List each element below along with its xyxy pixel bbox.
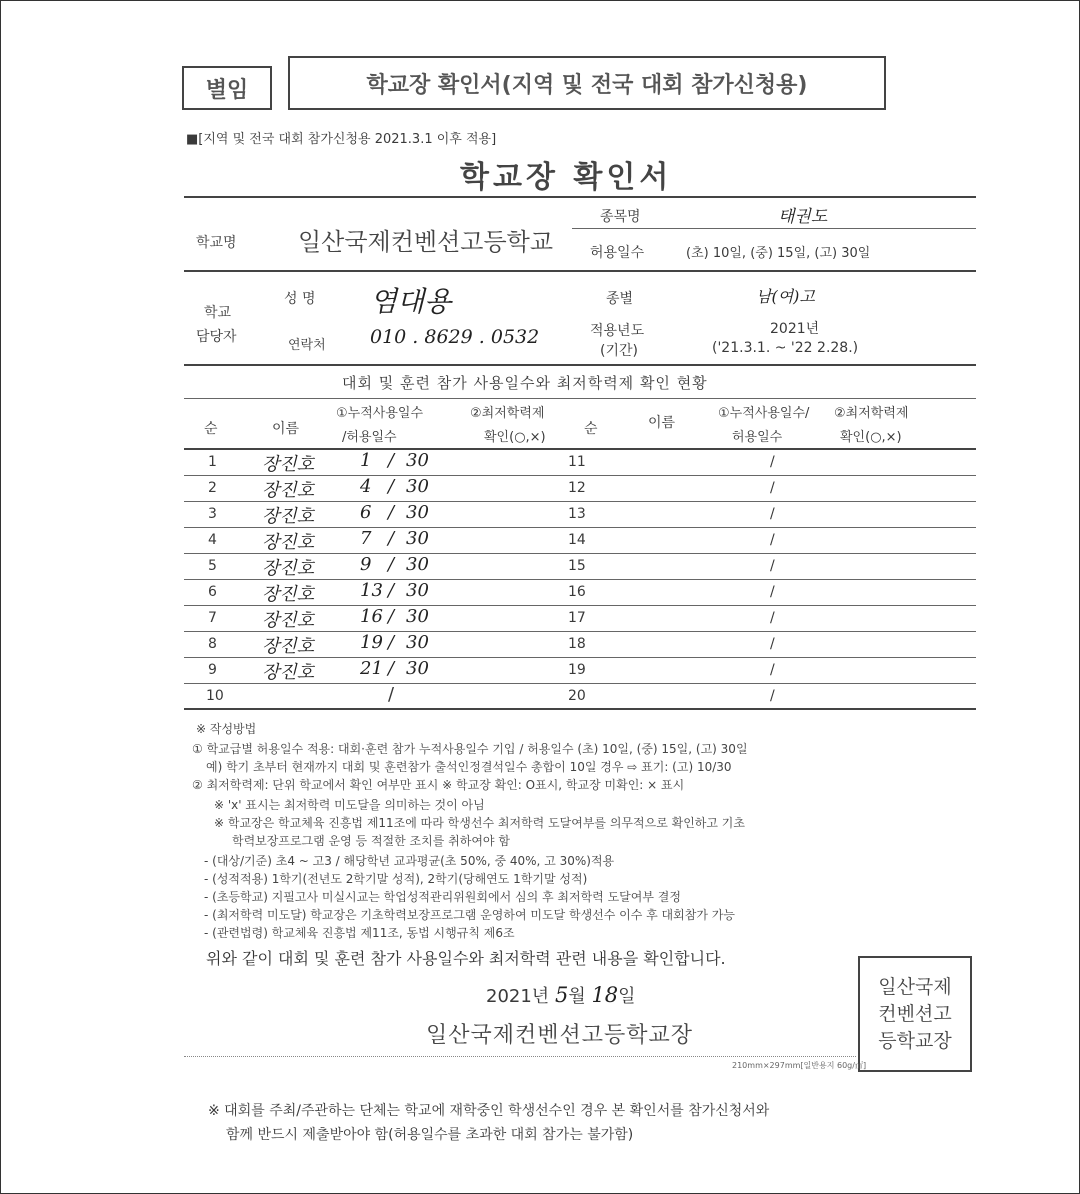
row-slash-right: / [770, 454, 775, 470]
note-line: - (성적적용) 1학기(전년도 2학기말 성적), 2학기(당해연도 1학기말 성적) [204, 872, 588, 886]
allowed-days-value: (초) 10일, (중) 15일, (고) 30일 [686, 246, 871, 261]
row-name: 장진호 [262, 584, 315, 605]
row-name: 장진호 [262, 662, 315, 683]
table-row [184, 632, 976, 658]
contact-label: 연락처 [288, 338, 326, 353]
row-no-right: 20 [568, 688, 586, 704]
row-used: 19 [360, 632, 383, 653]
row-no: 5 [208, 558, 217, 574]
manager-label-2: 담당자 [196, 329, 237, 345]
row-name: 장진호 [262, 506, 315, 527]
row-no: 6 [208, 584, 217, 600]
row-no-right: 12 [568, 480, 586, 496]
allowed-days-label: 허용일수 [590, 245, 645, 261]
row-allowed: 30 [406, 554, 429, 575]
col-used-right: ①누적사용일수/ [718, 406, 810, 421]
row-slash: / [388, 632, 395, 653]
row-allowed: 30 [406, 658, 429, 679]
document-title: 학교장 확인서 [460, 160, 673, 195]
footer-note-1: ※ 대회를 주최/주관하는 단체는 학교에 재학중인 학생선수인 경우 본 확인서를 참가신청서와 [208, 1103, 770, 1119]
manager-label-1: 학교 [204, 305, 232, 321]
note-line: 예) 학기 초부터 현재까지 대회 및 훈련참가 출석인정결석일수 총합이 10일 경우 ⇨ 표기: (고) 10/30 [206, 760, 732, 774]
col-check-right: ②최저학력제 [834, 406, 909, 421]
footer-note-2: 함께 반드시 제출받아야 함(허용일수를 초과한 대회 참가는 불가함) [226, 1127, 634, 1143]
gender-value: 남(여)고 [756, 287, 815, 306]
apply-note: ■[지역 및 전국 대회 참가신청용 2021.3.1 이후 적용] [186, 132, 497, 147]
col-check-2: 확인(○,×) [484, 430, 546, 445]
row-used: 21 [360, 658, 383, 679]
confirm-statement: 위와 같이 대회 및 훈련 참가 사용일수와 최저학력 관련 내용을 확인합니다. [206, 949, 726, 968]
principal-name: 일산국제컨벤션고등학교장 [426, 1023, 694, 1048]
paper-size-note: 210mm×297mm[일반용지 60g/㎡] [732, 1061, 867, 1070]
manager-name: 염대용 [370, 285, 452, 318]
col-no: 순 [204, 421, 218, 437]
row-no-right: 17 [568, 610, 586, 626]
row-slash-right: / [770, 532, 775, 548]
col-check: ②최저학력제 [470, 406, 545, 421]
row-slash: / [388, 528, 395, 549]
row-allowed: 30 [406, 450, 429, 471]
note-line: ※ 학교장은 학교체육 진흥법 제11조에 따라 학생선수 최저학력 도달여부를 의무적으로 확인하고 기초 [214, 816, 745, 830]
seal-text: 일산국제 [878, 975, 952, 998]
date-day-unit: 일 [618, 986, 636, 1007]
row-slash: / [388, 502, 395, 523]
row-slash: / [388, 684, 395, 705]
table-row [184, 606, 976, 632]
school-seal [858, 956, 972, 1072]
seal-text: 등학교장 [878, 1029, 952, 1052]
row-slash: / [388, 606, 395, 627]
note-line: 학력보장프로그램 운영 등 적절한 조치를 취하여야 함 [232, 834, 510, 848]
note-line: ① 학교급별 허용일수 적용: 대회·훈련 참가 누적사용일수 기입 / 허용일수 (초) 10일, (중) 15일, (고) 30일 [192, 742, 748, 756]
date-day: 18 [591, 983, 619, 1007]
date-month-unit: 월 [568, 986, 586, 1007]
col-name: 이름 [272, 421, 300, 437]
row-used: 6 [360, 502, 372, 523]
col-used: ①누적사용일수 [336, 406, 424, 421]
row-allowed: 30 [406, 606, 429, 627]
row-no: 8 [208, 636, 217, 652]
row-no: 3 [208, 506, 217, 522]
row-name: 장진호 [262, 480, 315, 501]
table-row [184, 684, 976, 710]
row-no: 7 [208, 610, 217, 626]
date-year: 2021년 [486, 986, 550, 1007]
note-line: - (관련법령) 학교체육 진흥법 제11조, 동법 시행규칙 제6조 [204, 926, 515, 940]
row-allowed: 30 [406, 502, 429, 523]
form-tag-text: 별임 [205, 77, 249, 103]
period-label-1: 적용년도 [590, 323, 645, 339]
table-row [184, 450, 976, 476]
row-slash: / [388, 476, 395, 497]
col-no-right: 순 [584, 421, 598, 437]
row-used: 1 [360, 450, 372, 471]
form-tag [182, 66, 272, 110]
row-slash-right: / [770, 558, 775, 574]
period-range: ('21.3.1. ~ '22 2.28.) [712, 340, 859, 356]
row-name: 장진호 [262, 610, 315, 631]
col-check-right-2: 확인(○,×) [840, 430, 902, 445]
row-slash-right: / [770, 688, 775, 704]
row-slash-right: / [770, 662, 775, 678]
row-slash-right: / [770, 636, 775, 652]
row-used: 16 [360, 606, 383, 627]
row-slash: / [388, 450, 395, 471]
table-row [184, 554, 976, 580]
row-slash-right: / [770, 584, 775, 600]
school-name: 일산국제컨벤션고등학교 [298, 228, 554, 256]
gender-label: 종별 [606, 291, 634, 307]
row-name: 장진호 [262, 558, 315, 579]
row-slash: / [388, 580, 395, 601]
row-no-right: 18 [568, 636, 586, 652]
contact-value: 010 . 8629 . 0532 [370, 326, 540, 348]
note-line: - (초등학교) 지필고사 미실시교는 학업성적관리위원회에서 심의 후 최저학력 도달여부 결정 [204, 890, 681, 904]
table-row [184, 502, 976, 528]
note-line: - (대상/기준) 초4 ~ 고3 / 해당학년 교과평균(초 50%, 중 40%, 고 30%)적용 [204, 854, 615, 868]
row-allowed: 30 [406, 528, 429, 549]
form-heading [288, 56, 886, 110]
row-slash: / [388, 658, 395, 679]
event-value: 태권도 [778, 207, 828, 227]
seal-text: 컨벤션고 [878, 1002, 952, 1025]
row-no-right: 19 [568, 662, 586, 678]
note-line: - (최저학력 미도달) 학교장은 기초학력보장프로그램 운영하여 미도달 학생선수 이수 후 대회참가 가능 [204, 908, 735, 922]
row-used: 7 [360, 528, 372, 549]
row-slash-right: / [770, 480, 775, 496]
table-row [184, 658, 976, 684]
row-allowed: 30 [406, 632, 429, 653]
row-slash-right: / [770, 506, 775, 522]
row-no: 4 [208, 532, 217, 548]
row-allowed: 30 [406, 476, 429, 497]
note-line: ② 최저학력제: 단위 학교에서 확인 여부만 표시 ※ 학교장 확인: O표시, 학교장 미확인: × 표시 [192, 778, 685, 792]
event-label: 종목명 [600, 209, 641, 225]
table-row [184, 580, 976, 606]
row-no: 9 [208, 662, 217, 678]
table-row [184, 476, 976, 502]
row-no-right: 15 [568, 558, 586, 574]
row-name: 장진호 [262, 454, 315, 475]
col-used-right-2: 허용일수 [732, 430, 783, 445]
row-no-right: 16 [568, 584, 586, 600]
row-slash-right: / [770, 610, 775, 626]
row-slash: / [388, 554, 395, 575]
row-no: 1 [208, 454, 217, 470]
row-no-right: 11 [568, 454, 586, 470]
row-no: 10 [206, 688, 224, 704]
row-no-right: 14 [568, 532, 586, 548]
sign-date [486, 982, 636, 1008]
col-used-2: /허용일수 [342, 430, 397, 445]
date-month: 5 [554, 983, 569, 1007]
form-heading-text: 학교장 확인서(지역 및 전국 대회 참가신청용) [366, 72, 808, 98]
row-used: 9 [360, 554, 372, 575]
note-line: ※ 작성방법 [196, 722, 257, 736]
row-allowed: 30 [406, 580, 429, 601]
note-line: ※ 'x' 표시는 최저학력 미도달을 의미하는 것이 아님 [214, 798, 485, 812]
row-used: 13 [360, 580, 383, 601]
name-label: 성 명 [284, 291, 316, 307]
row-name: 장진호 [262, 636, 315, 657]
row-used: 4 [360, 476, 372, 497]
section-title: 대회 및 훈련 참가 사용일수와 최저학력제 확인 현황 [342, 374, 708, 392]
table-row [184, 528, 976, 554]
row-name: 장진호 [262, 532, 315, 553]
row-no: 2 [208, 480, 217, 496]
period-year: 2021년 [770, 321, 820, 337]
period-label-2: (기간) [600, 343, 638, 359]
col-name-right: 이름 [648, 415, 676, 431]
school-label: 학교명 [196, 235, 237, 251]
row-no-right: 13 [568, 506, 586, 522]
